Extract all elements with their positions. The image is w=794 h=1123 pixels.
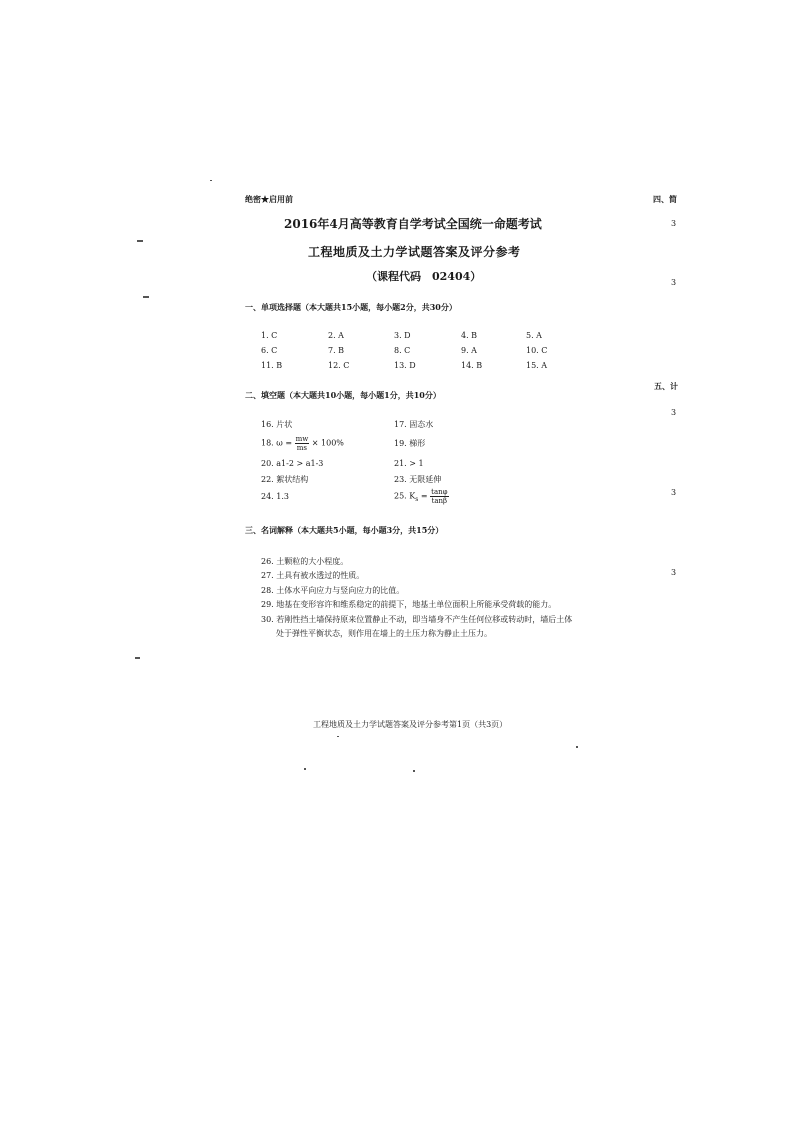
page-footer: 工程地质及土力学试题答案及评分参考第1页（共3页） <box>313 720 508 729</box>
section-heading-definitions: 三、名词解释（本大题共5小题，每小题3分，共15分） <box>245 525 444 535</box>
scan-mark <box>210 180 212 181</box>
margin-score: 3 <box>671 488 677 497</box>
formula-prefix: 18. ω = <box>261 438 293 448</box>
answer-item: 12. C <box>328 361 350 370</box>
section-heading-multiple-choice: 一、单项选择题（本大题共15小题，每小题2分，共30分） <box>245 302 457 312</box>
answer-item: 10. C <box>526 346 548 355</box>
answer-item: 1. C <box>261 331 278 340</box>
fraction <box>295 435 310 452</box>
formula-subscript: s <box>415 496 419 504</box>
answer-item-formula <box>261 435 344 452</box>
answer-item: 7. B <box>328 346 345 355</box>
answer-item: 22. 絮状结构 <box>261 475 309 484</box>
answer-item: 24. 1.3 <box>261 492 289 501</box>
scan-mark <box>143 296 149 298</box>
course-code: （课程代码 02404） <box>366 270 482 283</box>
answer-item: 16. 片状 <box>261 420 293 429</box>
margin-label-four: 四、简 <box>653 194 677 204</box>
answer-item: 11. B <box>261 361 283 370</box>
answer-item: 20. a1-2 > a1-3 <box>261 459 324 468</box>
scan-mark <box>304 768 306 770</box>
formula-equals: = <box>420 491 428 501</box>
answer-item: 21. > 1 <box>394 459 424 468</box>
fraction-numerator: tanφ <box>431 488 448 496</box>
fraction-numerator: mw <box>295 435 309 443</box>
answer-item: 27. 土具有被水透过的性质。 <box>261 571 365 580</box>
margin-score: 3 <box>671 408 677 417</box>
answer-item: 5. A <box>526 331 542 340</box>
answer-item: 13. D <box>394 361 416 370</box>
fraction-denominator: ms <box>296 444 308 452</box>
answer-item: 17. 固态水 <box>394 420 434 429</box>
exam-title: 2016年4月高等教育自学考试全国统一命题考试 <box>284 217 542 231</box>
answer-item: 8. C <box>394 346 411 355</box>
answer-item: 28. 土体水平向应力与竖向应力的比值。 <box>261 586 405 595</box>
formula-suffix: × 100% <box>311 438 344 448</box>
margin-score: 3 <box>671 219 677 228</box>
scan-mark <box>135 657 140 659</box>
answer-item: 14. B <box>461 361 483 370</box>
answer-item: 19. 梯形 <box>394 439 426 448</box>
document-title: 工程地质及土力学试题答案及评分参考 <box>308 245 521 259</box>
answer-item: 6. C <box>261 346 278 355</box>
answer-item: 4. B <box>461 331 478 340</box>
answer-item-formula <box>394 488 449 505</box>
fraction <box>430 488 448 505</box>
section-heading-fill-in: 二、填空题（本大题共10小题，每小题1分，共10分） <box>245 390 441 400</box>
answer-item: 26. 土颗粒的大小程度。 <box>261 557 349 566</box>
margin-label-five: 五、计 <box>654 381 678 391</box>
answer-item: 30. 若刚性挡土墙保持原来位置静止不动，即当墙身不产生任何位移或转动时，墙后土体 <box>261 615 573 624</box>
fraction-denominator: tanβ <box>431 497 448 505</box>
scan-mark <box>413 770 415 772</box>
scan-mark <box>137 240 143 242</box>
answer-item: 15. A <box>526 361 548 370</box>
margin-score: 3 <box>671 278 677 287</box>
answer-item: 2. A <box>328 331 344 340</box>
scan-mark <box>576 746 578 748</box>
answer-item: 3. D <box>394 331 411 340</box>
formula-prefix: 25. K <box>394 491 416 501</box>
answer-item-continued: 处于弹性平衡状态，则作用在墙上的土压力称为静止土压力。 <box>276 629 492 638</box>
margin-score: 3 <box>671 568 677 577</box>
confidential-label: 绝密★启用前 <box>245 194 293 204</box>
scan-mark <box>337 736 339 737</box>
answer-item: 23. 无限延伸 <box>394 475 442 484</box>
answer-item: 9. A <box>461 346 477 355</box>
answer-item: 29. 地基在变形容许和维系稳定的前提下，地基土单位面积上所能承受荷载的能力。 <box>261 600 557 609</box>
